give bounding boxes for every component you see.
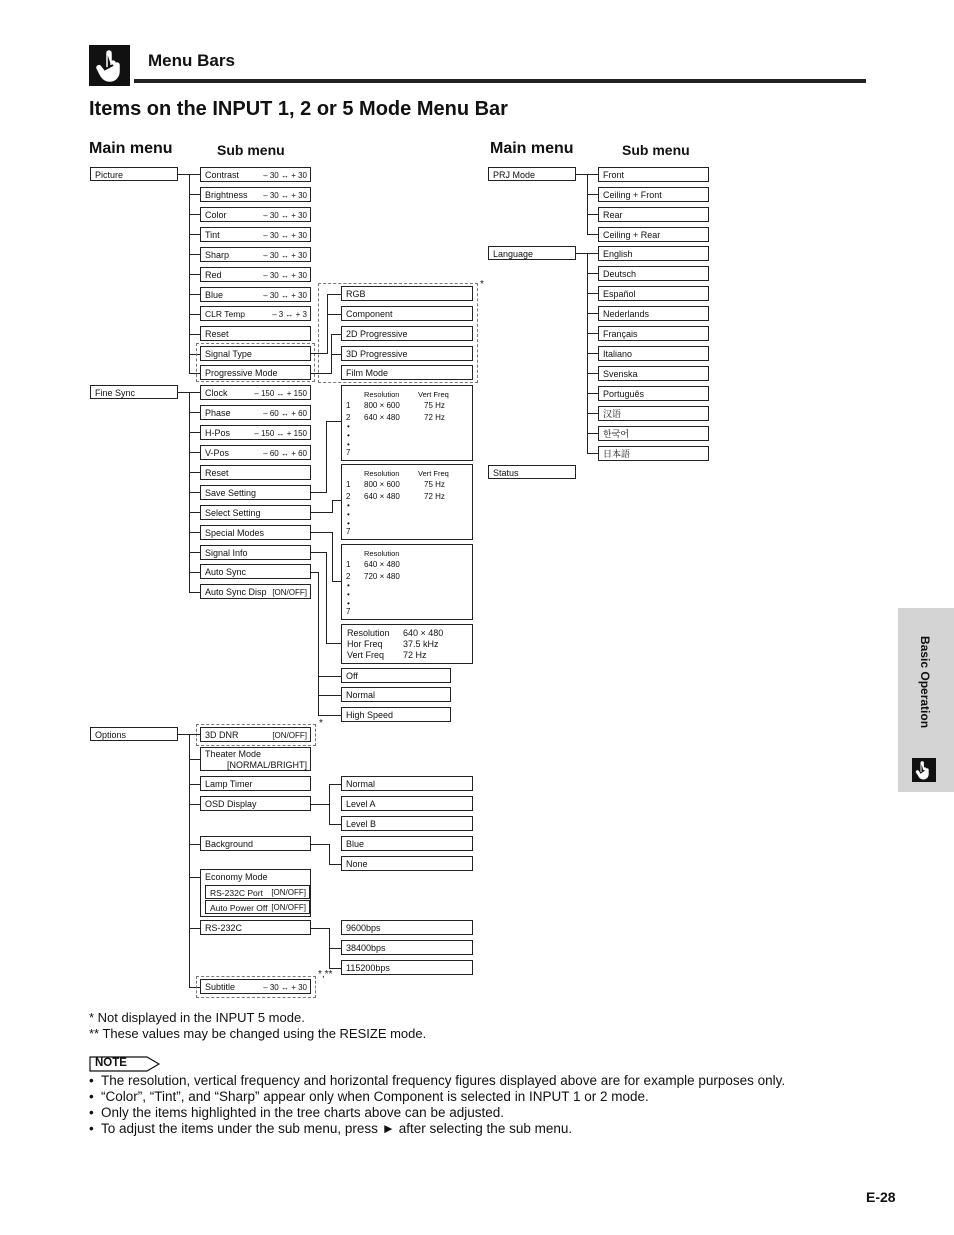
option-bg-blue[interactable]: Blue (341, 836, 473, 851)
option-38400bps[interactable]: 38400bps (341, 940, 473, 955)
connector (332, 532, 333, 582)
sub-range: – 30 ↔ + 30 (263, 171, 307, 180)
connector (311, 552, 327, 553)
sub-contrast[interactable] (200, 167, 311, 182)
note-label: NOTE (95, 1057, 127, 1069)
sub-signal-info[interactable] (200, 545, 311, 560)
sub-range: – 30 ↔ + 30 (263, 291, 307, 300)
header-rule (134, 79, 866, 83)
footnote-single: * Not displayed in the INPUT 5 mode. (89, 1010, 305, 1025)
page-number: E-28 (866, 1189, 896, 1205)
page-title: Items on the INPUT 1, 2 or 5 Mode Menu Bar (89, 98, 508, 120)
sub-label: RS-232C Port (210, 888, 263, 898)
sub-label: Special Modes (205, 528, 265, 538)
sub-range: [ON/OFF] (272, 731, 307, 740)
language-italiano[interactable]: Italiano (598, 346, 709, 361)
connector (311, 804, 330, 805)
main-menu-status[interactable]: Status (488, 465, 576, 479)
sub-special-modes[interactable] (200, 525, 311, 540)
main-menu-fine-sync[interactable]: Fine Sync (90, 385, 178, 399)
sub-range: – 30 ↔ + 30 (263, 251, 307, 260)
sub-range: [NORMAL/BRIGHT] (226, 760, 307, 770)
side-tab-hand-icon (912, 758, 936, 782)
sub-blue[interactable] (200, 287, 311, 302)
info-resolution-value: 640 × 480 (403, 628, 444, 638)
connector (318, 695, 342, 696)
sub-red[interactable] (200, 267, 311, 282)
sub-label: Blue (205, 290, 224, 300)
sub-h-pos[interactable] (200, 425, 311, 440)
info-vert-label: Vert Freq (347, 650, 385, 660)
col-header-vert-freq: Vert Freq (418, 469, 449, 478)
connector (326, 552, 327, 644)
note-item: • To adjust the items under the sub menu, press ► after selecting the sub menu. (89, 1121, 573, 1136)
sub-label: Lamp Timer (205, 779, 253, 789)
sub-label: Reset (205, 329, 229, 339)
sub-label: Reset (205, 468, 229, 478)
language-japanese[interactable]: 日本語 (598, 446, 709, 461)
sub-label: 3D DNR (205, 730, 239, 740)
sub-brightness[interactable] (200, 187, 311, 202)
row-index-last: 7 (346, 607, 351, 616)
sub-label: Color (205, 210, 227, 220)
sub-label: Sharp (205, 250, 230, 260)
sub-lamp-timer[interactable] (200, 776, 311, 791)
sub-label: Red (205, 270, 222, 280)
connector (327, 294, 328, 354)
sub-phase[interactable] (200, 405, 311, 420)
row-resolution: 640 × 480 (364, 413, 400, 422)
connector (326, 421, 342, 422)
sub-select-setting[interactable] (200, 505, 311, 520)
left-sub-menu-header: Sub menu (217, 142, 285, 158)
save-setting-table (341, 385, 473, 461)
option-9600bps[interactable]: 9600bps (341, 920, 473, 935)
option-ceiling-front[interactable]: Ceiling + Front (598, 187, 709, 202)
info-resolution-label: Resolution (347, 628, 390, 638)
left-main-menu-header: Main menu (89, 140, 173, 157)
info-hor-value: 37.5 kHz (403, 639, 439, 649)
option-auto-sync-normal[interactable]: Normal (341, 687, 451, 702)
sub-osd-display[interactable] (200, 796, 311, 811)
sub-v-pos[interactable] (200, 445, 311, 460)
sub-label: Background (205, 839, 254, 849)
option-rgb[interactable]: RGB (341, 286, 473, 301)
note-text: Only the items highlighted in the tree charts above can be adjusted. (101, 1105, 504, 1120)
sub-label: Tint (205, 230, 220, 240)
sub-range: [ON/OFF] (271, 903, 306, 912)
select-setting-table (341, 464, 473, 540)
economy-mode-label: Economy Mode (205, 872, 268, 882)
main-menu-language[interactable]: Language (488, 246, 576, 260)
sub-label: Select Setting (205, 508, 261, 518)
main-menu-options[interactable]: Options (90, 727, 178, 741)
note-text: To adjust the items under the sub menu, press ► after selecting the sub menu. (101, 1121, 573, 1136)
language-deutsch[interactable]: Deutsch (598, 266, 709, 281)
option-component[interactable]: Component (341, 306, 473, 321)
option-osd-level-b[interactable]: Level B (341, 816, 473, 831)
row-index: 1 (346, 401, 351, 410)
row-index: 1 (346, 560, 351, 569)
row-freq: 75 Hz (424, 401, 445, 410)
sub-label: Progressive Mode (205, 368, 278, 378)
sub-auto-sync-disp[interactable] (200, 584, 311, 599)
ellipsis-dots: • • • (347, 501, 350, 528)
row-index: 2 (346, 413, 351, 422)
sub-subtitle[interactable] (200, 979, 311, 994)
connector (311, 928, 330, 929)
connector (311, 844, 330, 845)
main-menu-picture[interactable]: Picture (90, 167, 178, 181)
row-freq: 72 Hz (424, 492, 445, 501)
footnote-double: ** These values may be changed using the RESIZE mode. (89, 1026, 427, 1041)
row-index-last: 7 (346, 448, 351, 457)
sub-label: Save Setting (205, 488, 257, 498)
language-korean[interactable]: 한국어 (598, 426, 709, 441)
sub-range: – 60 ↔ + 60 (263, 449, 307, 458)
language-english[interactable]: English (598, 246, 709, 261)
sub-color[interactable] (200, 207, 311, 222)
sub-theater-mode[interactable] (200, 747, 311, 771)
row-resolution: 720 × 480 (364, 572, 400, 581)
sub-label: Signal Type (205, 349, 252, 359)
option-osd-level-a[interactable]: Level A (341, 796, 473, 811)
note-text: The resolution, vertical frequency and horizontal frequency figures displayed above are for example purposes only. (101, 1073, 786, 1088)
row-resolution: 800 × 600 (364, 401, 400, 410)
row-index: 2 (346, 572, 351, 581)
note-text: “Color”, “Tint”, and “Sharp” appear only when Component is selected in INPUT 1 or 2 mode. (101, 1089, 649, 1104)
asterisk-double-marker: *,** (318, 969, 333, 980)
col-header-resolution: Resolution (364, 390, 400, 399)
sub-range: – 30 ↔ + 30 (263, 191, 307, 200)
sub-label: Theater Mode (205, 749, 262, 759)
right-sub-menu-header: Sub menu (622, 142, 690, 158)
sub-clr-temp[interactable] (200, 306, 311, 321)
sub-label: H-Pos (205, 428, 231, 438)
language-chinese[interactable]: 汉语 (598, 406, 709, 421)
language-portugues[interactable]: Português (598, 386, 709, 401)
connector (329, 784, 330, 825)
row-resolution: 640 × 480 (364, 560, 400, 569)
sub-label: CLR Temp (205, 309, 245, 319)
sub-range: – 60 ↔ + 60 (263, 409, 307, 418)
connector (311, 512, 333, 513)
connector (327, 294, 342, 295)
sub-label: OSD Display (205, 799, 257, 809)
connector (327, 314, 342, 315)
section-title: Menu Bars (148, 51, 235, 70)
sub-auto-power-off[interactable] (205, 900, 310, 914)
col-header-resolution: Resolution (364, 549, 400, 558)
connector (311, 353, 328, 354)
sub-label: Auto Sync (205, 567, 247, 577)
side-tab (898, 608, 954, 792)
sub-range: – 150 ↔ + 150 (254, 429, 307, 438)
sub-label: Signal Info (205, 548, 248, 558)
row-resolution: 640 × 480 (364, 492, 400, 501)
sub-save-setting[interactable] (200, 485, 311, 500)
row-freq: 75 Hz (424, 480, 445, 489)
connector (587, 174, 588, 235)
connector (326, 643, 342, 644)
connector (326, 421, 327, 493)
sub-label: Auto Power Off (210, 903, 268, 913)
option-rear[interactable]: Rear (598, 207, 709, 222)
sub-tint[interactable] (200, 227, 311, 242)
sub-label: Brightness (205, 190, 248, 200)
special-modes-table (341, 544, 473, 620)
notes-list (89, 1073, 849, 1137)
connector (329, 844, 330, 865)
sub-range: – 3 ↔ + 3 (272, 310, 307, 319)
option-film-mode[interactable]: Film Mode (341, 365, 473, 380)
note-item: • “Color”, “Tint”, and “Sharp” appear only when Component is selected in INPUT 1 or 2 mode. (89, 1089, 649, 1104)
side-tab-label: Basic Operation (918, 636, 932, 729)
sub-range: – 150 ↔ + 150 (254, 389, 307, 398)
option-auto-sync-high-speed[interactable]: High Speed (341, 707, 451, 722)
info-vert-value: 72 Hz (403, 650, 427, 660)
sub-clock[interactable] (200, 385, 311, 400)
connector (318, 715, 342, 716)
language-nederlands[interactable]: Nederlands (598, 306, 709, 321)
sub-range: – 30 ↔ + 30 (263, 271, 307, 280)
sub-sharp[interactable] (200, 247, 311, 262)
sub-label: V-Pos (205, 448, 230, 458)
asterisk-marker: * (480, 279, 484, 290)
option-front[interactable]: Front (598, 167, 709, 182)
main-menu-prj-mode[interactable]: PRJ Mode (488, 167, 576, 181)
sub-label: Auto Sync Disp (205, 587, 267, 597)
signal-info-box (341, 624, 473, 664)
sub-label: Subtitle (205, 982, 236, 992)
col-header-resolution: Resolution (364, 469, 400, 478)
connector (332, 500, 333, 513)
sub-range: – 30 ↔ + 30 (263, 983, 307, 992)
connector (189, 734, 190, 987)
connector (311, 492, 327, 493)
right-main-menu-header: Main menu (490, 140, 574, 157)
sub-rs232c[interactable] (200, 920, 311, 935)
note-item: • The resolution, vertical frequency and horizontal frequency figures displayed above are for example purposes only. (89, 1073, 786, 1088)
sub-range: – 30 ↔ + 30 (263, 211, 307, 220)
connector (318, 676, 342, 677)
row-resolution: 800 × 600 (364, 480, 400, 489)
sub-range: – 30 ↔ + 30 (263, 231, 307, 240)
option-115200bps[interactable]: 115200bps (341, 960, 473, 975)
row-freq: 72 Hz (424, 413, 445, 422)
sub-label: RS-232C (205, 923, 243, 933)
option-3d-progressive[interactable]: 3D Progressive (341, 346, 473, 361)
section-hand-icon (89, 45, 130, 86)
sub-range: [ON/OFF] (272, 588, 307, 597)
sub-label: Phase (205, 408, 231, 418)
ellipsis-dots: • • • (347, 422, 350, 449)
row-index-last: 7 (346, 527, 351, 536)
sub-auto-sync[interactable] (200, 564, 311, 579)
asterisk-marker: * (319, 718, 323, 729)
option-osd-normal[interactable]: Normal (341, 776, 473, 791)
sub-3d-dnr[interactable] (200, 727, 311, 742)
ellipsis-dots: • • • (347, 581, 350, 608)
sub-rs232c-port[interactable] (205, 885, 310, 899)
row-index: 1 (346, 480, 351, 489)
note-item: • Only the items highlighted in the tree charts above can be adjusted. (89, 1105, 504, 1120)
connector (311, 532, 333, 533)
sub-reset[interactable] (200, 326, 311, 341)
option-2d-progressive[interactable]: 2D Progressive (341, 326, 473, 341)
economy-mode-group (200, 869, 311, 917)
option-auto-sync-off[interactable]: Off (341, 668, 451, 683)
col-header-vert-freq: Vert Freq (418, 390, 449, 399)
language-francais[interactable]: Français (598, 326, 709, 341)
sub-fine-reset[interactable] (200, 465, 311, 480)
sub-label: Contrast (205, 170, 240, 180)
sub-range: [ON/OFF] (271, 888, 306, 897)
sub-label: Clock (205, 388, 228, 398)
option-bg-none[interactable]: None (341, 856, 473, 871)
option-ceiling-rear[interactable]: Ceiling + Rear (598, 227, 709, 242)
dashed-highlight (196, 343, 315, 382)
sub-background[interactable] (200, 836, 311, 851)
connector (311, 373, 332, 374)
row-index: 2 (346, 492, 351, 501)
language-espanol[interactable]: Español (598, 286, 709, 301)
info-hor-label: Hor Freq (347, 639, 383, 649)
language-svenska[interactable]: Svenska (598, 366, 709, 381)
